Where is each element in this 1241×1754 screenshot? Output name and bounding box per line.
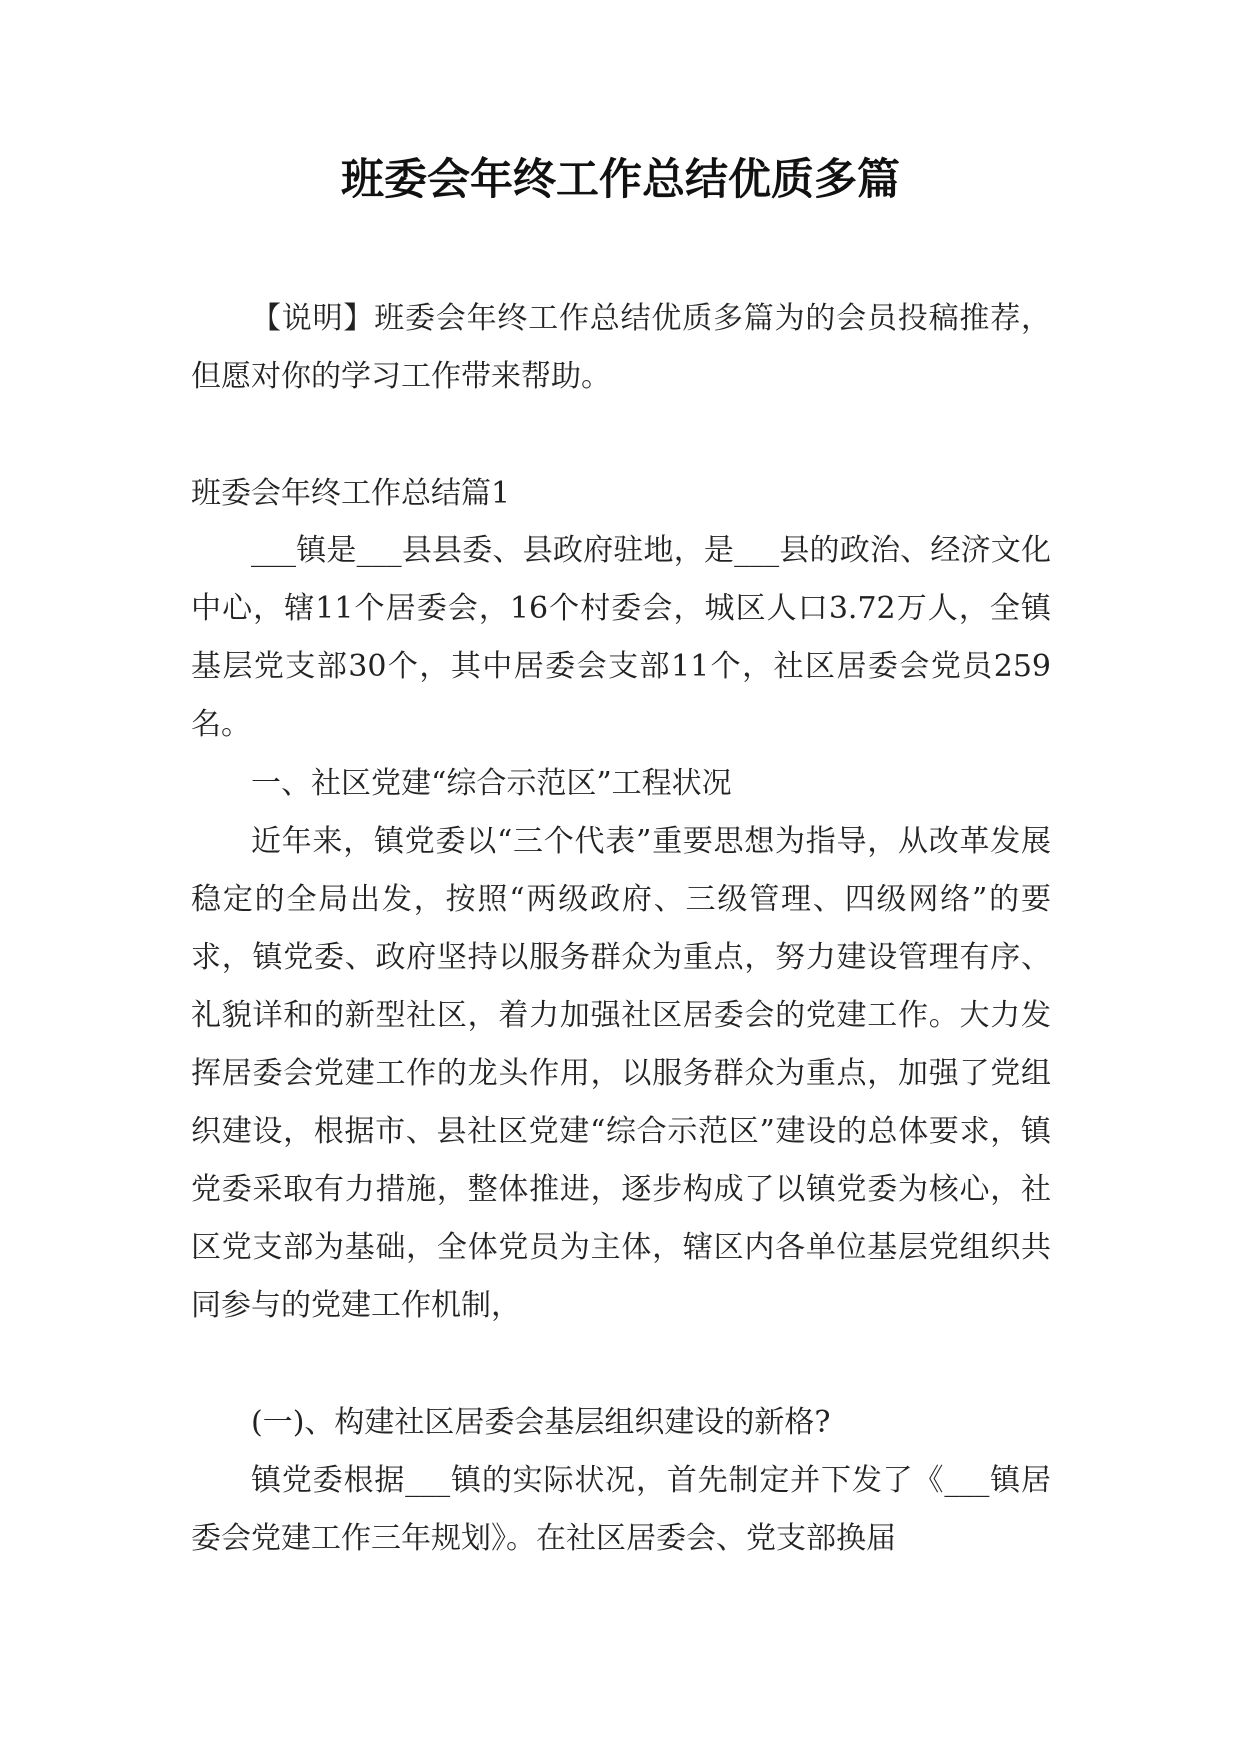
subheading-organization: (一)、构建社区居委会基层组织建设的新格? <box>251 1405 831 1440</box>
document-title: 班委会年终工作总结优质多篇 <box>341 155 900 205</box>
paragraph-party-building: 近年来，镇党委以“三个代表”重要思想为指导，从改革发展稳定的全局出发，按照“两级政府、三级管理、四级网络”的要求，镇党委、政府坚持以服务群众为重点，努力建设管理有序、礼貌详和的新型社区，着力加强社区居委会的党建工作。大力发挥居委会党建工作的龙头作用，以服务群众为重点，加强了党组织建设，根据市、县社区党建“综合示范区”建设的总体要求，镇党委采取有力措施，整体推进，逐步构成了以镇党委为核心，社区党支部为基础，全体党员为主体，辖区内各单位基层党组织共同参与的党建工作机制， <box>191 824 1051 1323</box>
section-title: 班委会年终工作总结篇1 <box>191 476 511 511</box>
subheading-project-status: 一、社区党建“综合示范区”工程状况 <box>251 766 732 801</box>
paragraph-overview: ___镇是___县县委、县政府驻地，是___县的政治、经济文化中心，辖11个居委会，16个村委会，城区人口3.72万人，全镇基层党支部30个，其中居委会支部11个，社区居委会党员259名。 <box>191 533 1051 742</box>
paragraph-plan: 镇党委根据___镇的实际状况，首先制定并下发了《___镇居委会党建工作三年规划》。在社区居委会、党支部换届 <box>191 1463 1051 1556</box>
intro-paragraph: 【说明】班委会年终工作总结优质多篇为的会员投稿推荐，但愿对你的学习工作带来帮助。 <box>191 301 1051 394</box>
